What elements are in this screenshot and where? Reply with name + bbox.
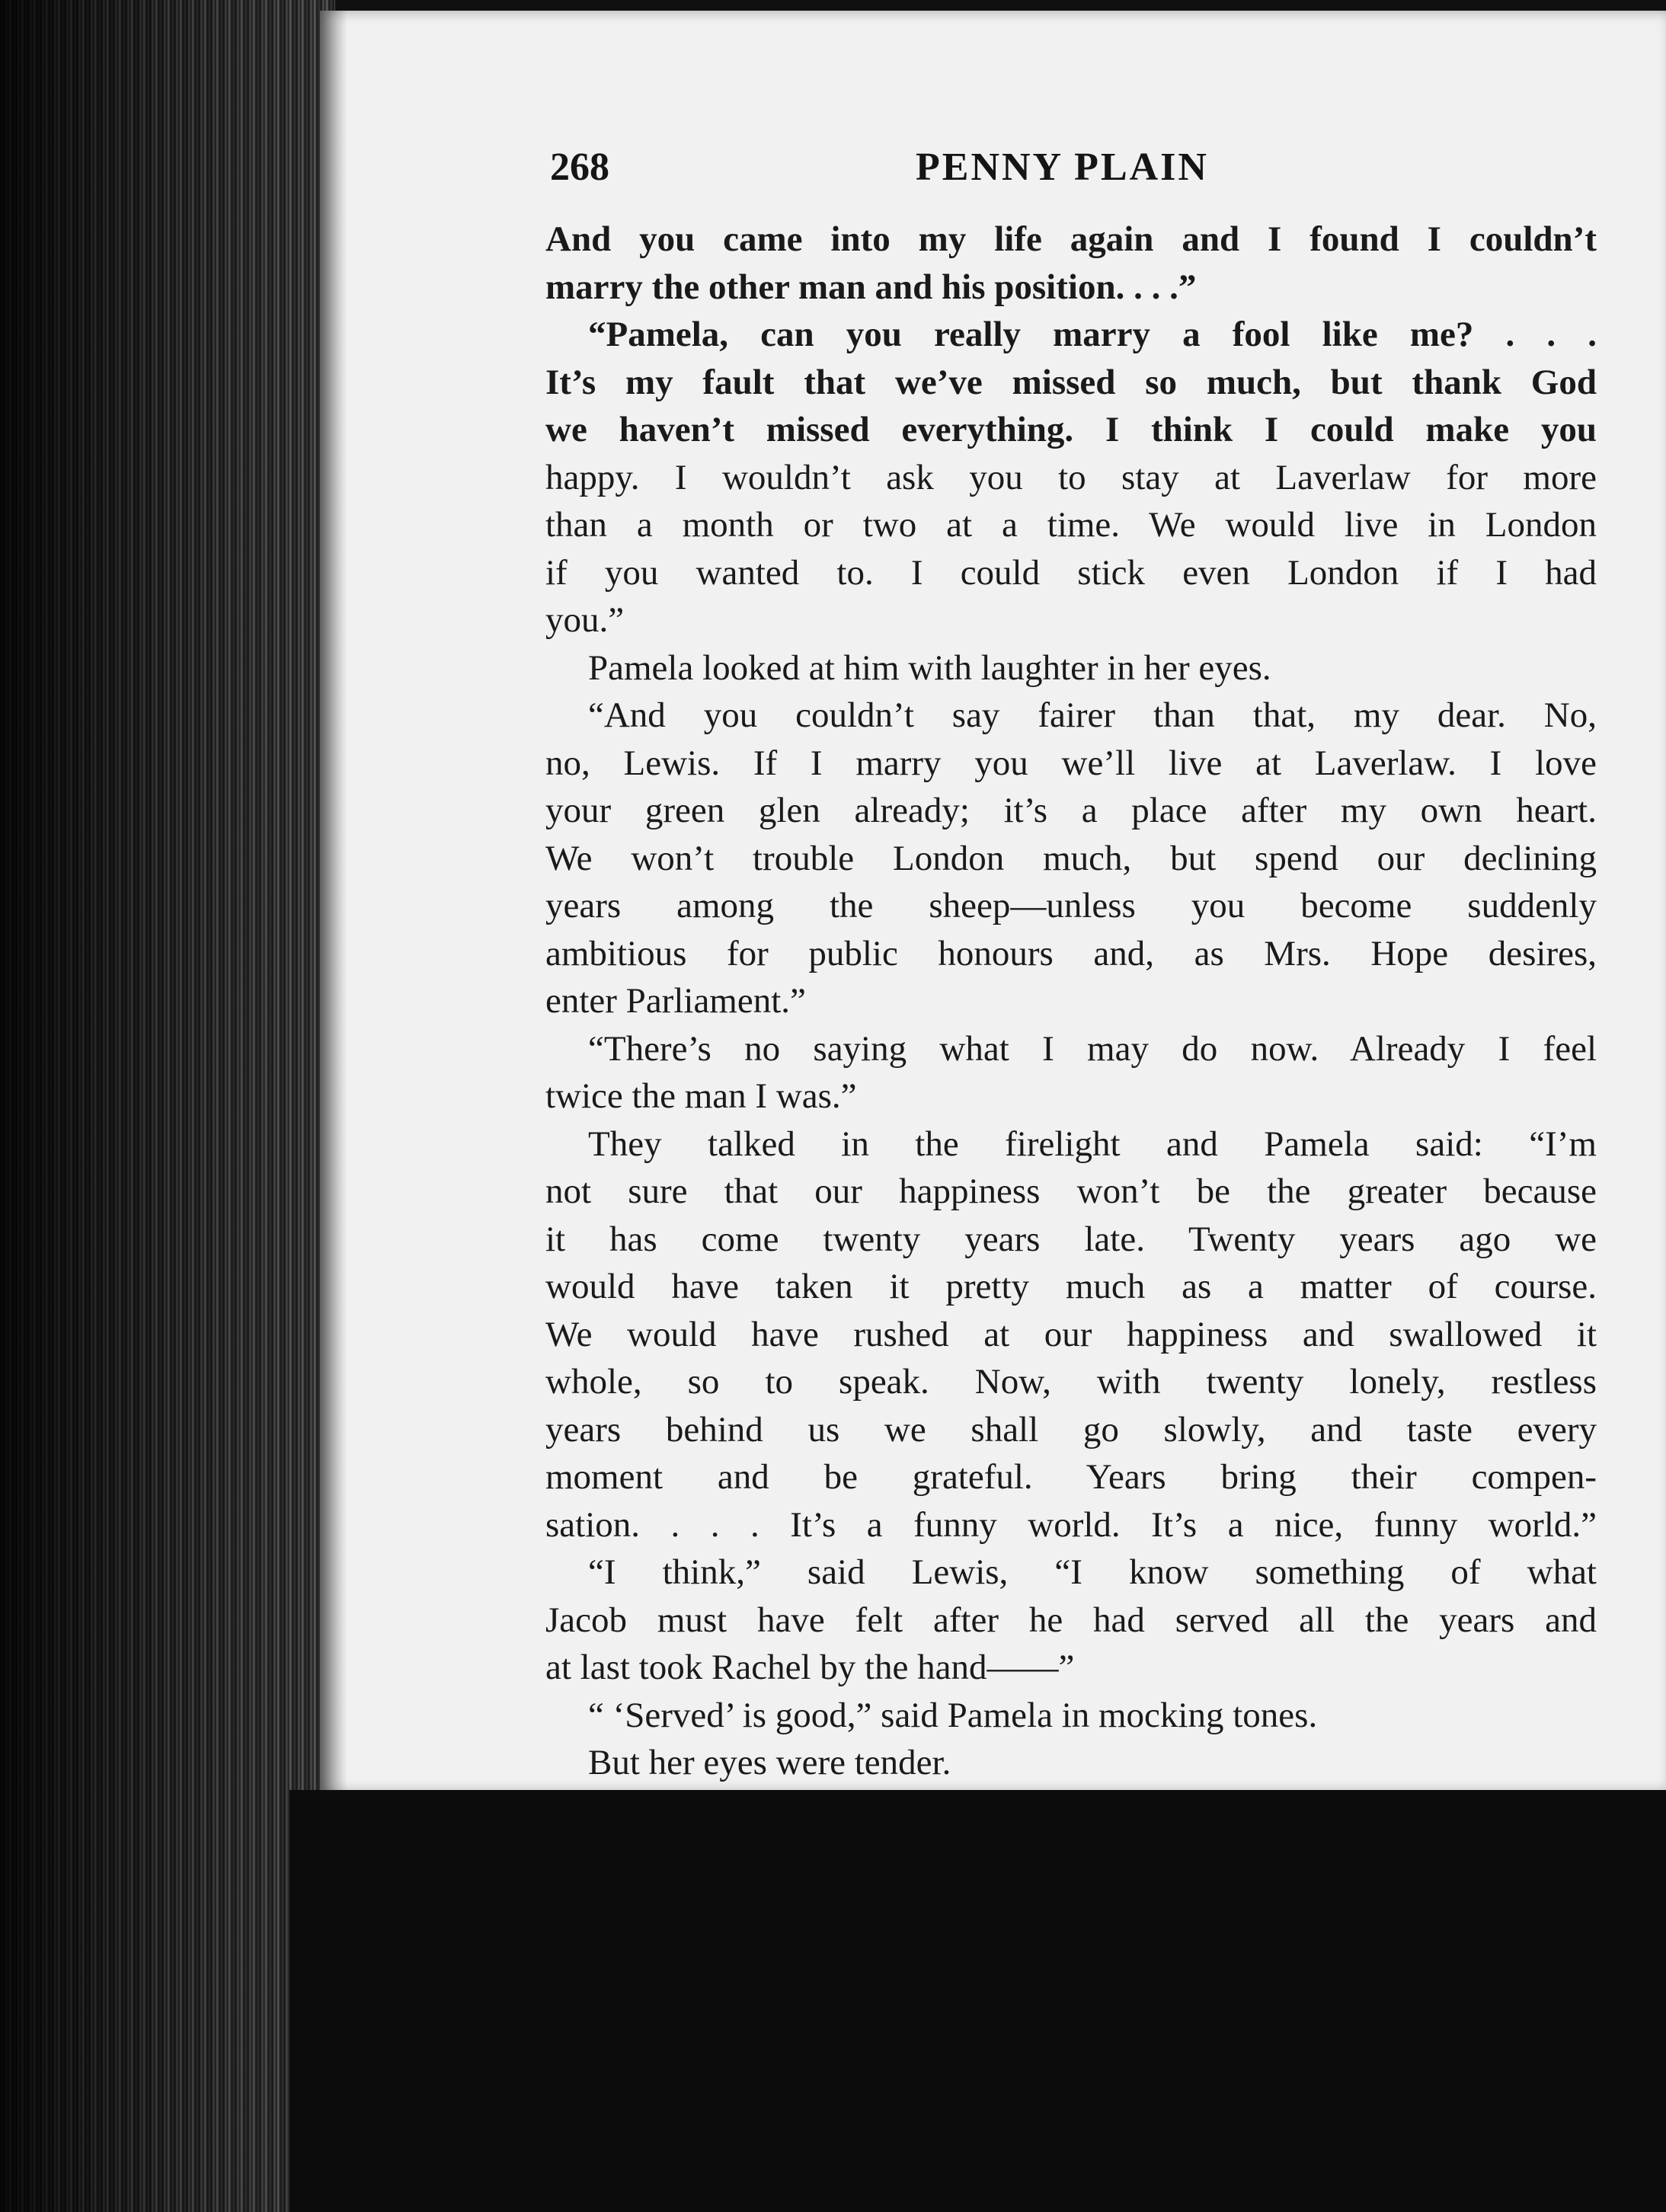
gutter-shadow bbox=[320, 11, 347, 1793]
text-line: We won’t trouble London much, but spend our declining bbox=[545, 838, 1597, 878]
text-line: years among the sheep—unless you become suddenly bbox=[545, 886, 1597, 925]
text-line: We would have rushed at our happiness and swallowed it bbox=[545, 1314, 1597, 1354]
text-line: happy. I wouldn’t ask you to stay at Laverlaw for more bbox=[545, 457, 1597, 497]
text-line: “And you couldn’t say fairer than that, my dear. No, bbox=[588, 695, 1597, 735]
scan-background-bottom bbox=[289, 1790, 1666, 2212]
text-line: And you came into my life again and I found I couldn’t bbox=[545, 219, 1597, 259]
text-line: you.” bbox=[545, 600, 625, 640]
text-line: twice the man I was.” bbox=[545, 1076, 857, 1116]
text-line: it has come twenty years late. Twenty years ago we bbox=[545, 1219, 1597, 1259]
text-line: sation. . . . It’s a funny world. It’s a nice, funny world.” bbox=[545, 1504, 1597, 1545]
text-line: marry the other man and his position. . . .” bbox=[545, 267, 1197, 307]
text-line: your green glen already; it’s a place after my own heart. bbox=[545, 791, 1597, 830]
text-line: “There’s no saying what I may do now. Already I feel bbox=[588, 1028, 1597, 1069]
text-line: Jacob must have felt after he had served all the years and bbox=[545, 1600, 1597, 1640]
text-line: not sure that our happiness won’t be the greater because bbox=[545, 1172, 1597, 1211]
text-line: we haven’t missed everything. I think I could make you bbox=[545, 410, 1597, 449]
body-text bbox=[545, 216, 1597, 1787]
text-line: “I think,” said Lewis, “I know something of what bbox=[588, 1552, 1597, 1592]
text-line: They talked in the firelight and Pamela said: “I’m bbox=[588, 1124, 1597, 1164]
text-line: Pamela looked at him with laughter in her eyes. bbox=[588, 647, 1271, 688]
text-line: whole, so to speak. Now, with twenty lonely, restless bbox=[545, 1362, 1597, 1402]
text-line: “ ‘Served’ is good,” said Pamela in mocking tones. bbox=[588, 1695, 1318, 1735]
text-line: than a month or two at a time. We would live in London bbox=[545, 505, 1597, 545]
text-line: But her eyes were tender. bbox=[588, 1743, 951, 1782]
book-page-edges bbox=[0, 0, 335, 2212]
text-line: moment and be grateful. Years bring their compen- bbox=[545, 1457, 1597, 1497]
text-line: no, Lewis. If I marry you we’ll live at Laverlaw. I love bbox=[545, 743, 1597, 783]
text-line: would have taken it pretty much as a matter of course. bbox=[545, 1267, 1597, 1306]
text-line: It’s my fault that we’ve missed so much, but thank God bbox=[545, 362, 1597, 402]
page-number: 268 bbox=[550, 145, 609, 189]
text-line: ambitious for public honours and, as Mrs. Hope desires, bbox=[545, 933, 1597, 973]
text-line: enter Parliament.” bbox=[545, 981, 806, 1021]
running-title: PENNY PLAIN bbox=[916, 145, 1209, 189]
running-head bbox=[550, 145, 1607, 198]
text-line: “Pamela, can you really marry a fool like me? . . . bbox=[588, 315, 1597, 354]
text-line: years behind us we shall go slowly, and taste every bbox=[545, 1409, 1597, 1450]
text-line: if you wanted to. I could stick even London if I had bbox=[545, 552, 1597, 593]
text-line: at last took Rachel by the hand——” bbox=[545, 1648, 1075, 1687]
